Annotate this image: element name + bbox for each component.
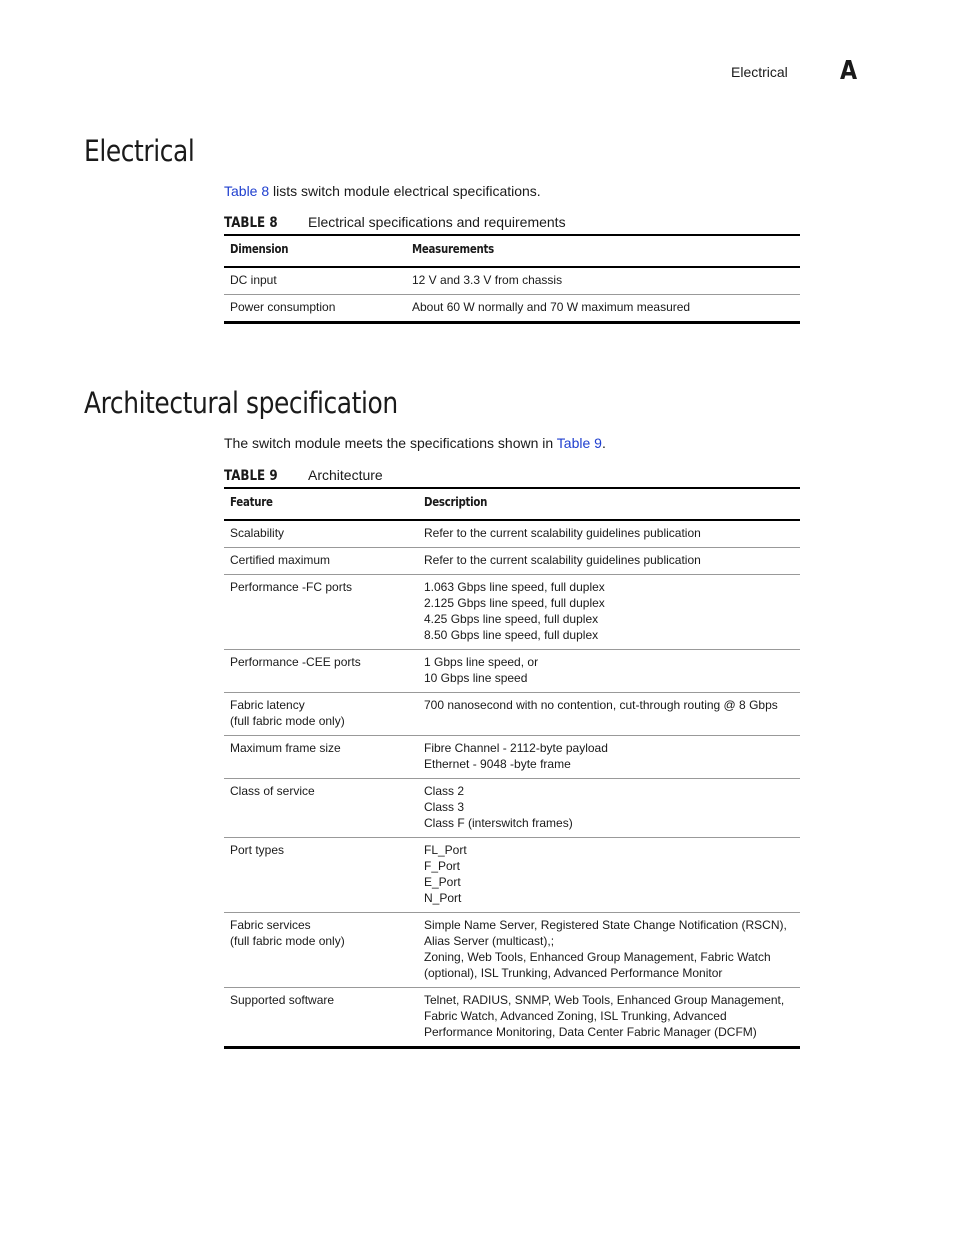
cell-text-line: 8.50 Gbps line speed, full duplex bbox=[424, 628, 599, 642]
cell-text-line: Performance Monitoring, Data Center Fabric Manager (DCFM) bbox=[424, 1025, 757, 1039]
cell-text-line: Performance -CEE ports bbox=[230, 655, 361, 669]
row-value-cell bbox=[418, 988, 800, 1048]
row-label-cell bbox=[224, 838, 418, 913]
cell-text-line: Certified maximum bbox=[230, 553, 331, 567]
section-heading-architectural: Architectural specification bbox=[84, 386, 398, 420]
table-8-link[interactable]: Table 8 bbox=[224, 183, 270, 199]
row-value-cell bbox=[406, 295, 800, 323]
table-row bbox=[224, 988, 800, 1048]
cell-text-line: 4.25 Gbps line speed, full duplex bbox=[424, 612, 599, 626]
table-row bbox=[224, 267, 800, 295]
table-8-title: Electrical specifications and requirements bbox=[308, 214, 566, 230]
electrical-intro: Table 8 lists switch module electrical specifications. bbox=[224, 183, 541, 199]
row-label-cell bbox=[224, 988, 418, 1048]
cell-text-line: Power consumption bbox=[230, 300, 336, 314]
row-value-cell bbox=[418, 779, 800, 838]
table-header-row bbox=[224, 488, 800, 520]
cell-text-line: FL_Port bbox=[424, 843, 467, 857]
architectural-intro: The switch module meets the specifications shown in Table 9. bbox=[224, 435, 606, 451]
cell-text-line: Supported software bbox=[230, 993, 335, 1007]
cell-text-line: About 60 W normally and 70 W maximum measured bbox=[412, 300, 691, 314]
row-label-cell bbox=[224, 267, 406, 295]
cell-text-line: Port types bbox=[230, 843, 285, 857]
cell-text-line: 700 nanosecond with no contention, cut-through routing @ 8 Gbps bbox=[424, 698, 778, 712]
running-header-section: Electrical bbox=[731, 64, 788, 80]
row-value-cell bbox=[418, 693, 800, 736]
cell-text-line: Fabric services bbox=[230, 918, 311, 932]
cell-text-line: Class 3 bbox=[424, 800, 465, 814]
cell-text-line: 12 V and 3.3 V from chassis bbox=[412, 273, 563, 287]
table-8-label: TABLE 8 bbox=[224, 215, 278, 231]
row-label-cell bbox=[224, 548, 418, 575]
row-label-cell bbox=[224, 779, 418, 838]
table-row bbox=[224, 575, 800, 650]
table-row bbox=[224, 295, 800, 323]
table-9-caption bbox=[224, 467, 383, 484]
cell-text-line: 1.063 Gbps line speed, full duplex bbox=[424, 580, 605, 594]
cell-text-line: Performance -FC ports bbox=[230, 580, 353, 594]
cell-text-line: Maximum frame size bbox=[230, 741, 341, 755]
cell-text-line: (full fabric mode only) bbox=[230, 714, 345, 728]
table-9-title: Architecture bbox=[308, 467, 383, 483]
table-row bbox=[224, 548, 800, 575]
row-value-cell bbox=[418, 548, 800, 575]
row-value-cell bbox=[418, 650, 800, 693]
cell-text-line: DC input bbox=[230, 273, 277, 287]
cell-text-line: 10 Gbps line speed bbox=[424, 671, 528, 685]
cell-text-line: Class F (interswitch frames) bbox=[424, 816, 573, 830]
row-label-cell bbox=[224, 520, 418, 548]
table-row bbox=[224, 779, 800, 838]
cell-text-line: Fabric Watch, Advanced Zoning, ISL Trunking, Advanced bbox=[424, 1009, 727, 1023]
row-label-cell bbox=[224, 913, 418, 988]
row-value-cell bbox=[418, 736, 800, 779]
column-header: Description bbox=[418, 488, 800, 520]
cell-text-line: Refer to the current scalability guidelines publication bbox=[424, 553, 701, 567]
cell-text-line: N_Port bbox=[424, 891, 462, 905]
cell-text-line: F_Port bbox=[424, 859, 461, 873]
table-row bbox=[224, 520, 800, 548]
column-header: Dimension bbox=[224, 235, 406, 267]
cell-text-line: Fabric latency bbox=[230, 698, 305, 712]
appendix-letter: A bbox=[840, 56, 858, 86]
row-label-cell bbox=[224, 575, 418, 650]
cell-text-line: Fibre Channel - 2112-byte payload bbox=[424, 741, 608, 755]
cell-text-line: Ethernet - 9048 -byte frame bbox=[424, 757, 571, 771]
cell-text-line: Class 2 bbox=[424, 784, 465, 798]
cell-text-line: Simple Name Server, Registered State Change Notification (RSCN), bbox=[424, 918, 787, 932]
cell-text-line: Refer to the current scalability guidelines publication bbox=[424, 526, 701, 540]
cell-text-line: Scalability bbox=[230, 526, 285, 540]
cell-text-line: (full fabric mode only) bbox=[230, 934, 345, 948]
row-value-cell bbox=[418, 913, 800, 988]
cell-text-line: E_Port bbox=[424, 875, 461, 889]
row-value-cell bbox=[406, 267, 800, 295]
cell-text-line: Zoning, Web Tools, Enhanced Group Management, Fabric Watch bbox=[424, 950, 771, 964]
table-row bbox=[224, 736, 800, 779]
table-8-caption bbox=[224, 214, 566, 231]
table-row bbox=[224, 693, 800, 736]
table-row bbox=[224, 913, 800, 988]
cell-text-line: Class of service bbox=[230, 784, 315, 798]
cell-text-line: Alias Server (multicast),; bbox=[424, 934, 555, 948]
row-value-cell bbox=[418, 575, 800, 650]
table-9-label: TABLE 9 bbox=[224, 468, 278, 484]
column-header: Feature bbox=[224, 488, 418, 520]
column-header: Measurements bbox=[406, 235, 800, 267]
cell-text-line: 2.125 Gbps line speed, full duplex bbox=[424, 596, 605, 610]
table-9-link[interactable]: Table 9 bbox=[556, 435, 602, 451]
row-label-cell bbox=[224, 650, 418, 693]
table-row bbox=[224, 650, 800, 693]
cell-text-line: Telnet, RADIUS, SNMP, Web Tools, Enhanced Group Management, bbox=[424, 993, 785, 1007]
table-row bbox=[224, 838, 800, 913]
architecture-table bbox=[224, 487, 800, 1049]
table-header-row bbox=[224, 235, 800, 267]
row-label-cell bbox=[224, 693, 418, 736]
row-value-cell bbox=[418, 838, 800, 913]
row-label-cell bbox=[224, 295, 406, 323]
section-heading-electrical: Electrical bbox=[84, 134, 195, 168]
electrical-spec-table bbox=[224, 234, 800, 324]
row-label-cell bbox=[224, 736, 418, 779]
cell-text-line: 1 Gbps line speed, or bbox=[424, 655, 539, 669]
row-value-cell bbox=[418, 520, 800, 548]
cell-text-line: (optional), ISL Trunking, Advanced Performance Monitor bbox=[424, 966, 723, 980]
